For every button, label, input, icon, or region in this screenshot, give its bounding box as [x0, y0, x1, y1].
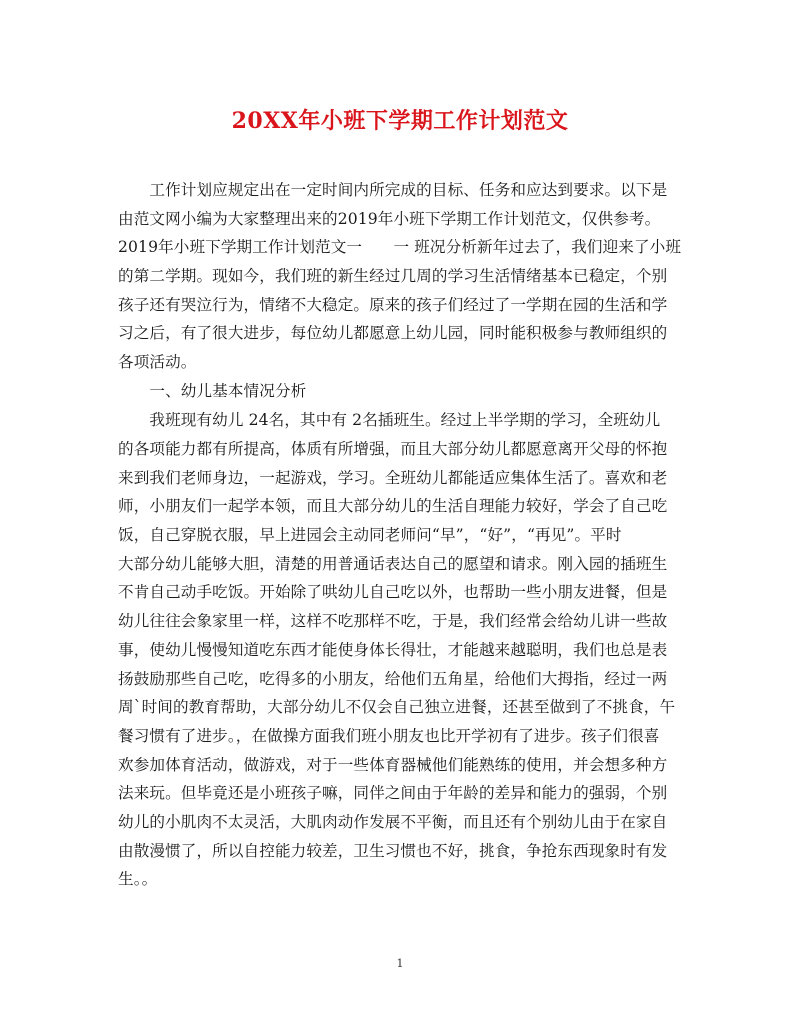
body-line: 师，小朋友们一起学本领，而且大部分幼儿的生活自理能力较好，学会了自己吃: [118, 497, 668, 516]
body-line: 欢参加体育活动，做游戏，对于一些体育器械他们能熟练的使用，并会想多种方: [118, 755, 668, 774]
body-line: 的第二学期。现如今，我们班的新生经过几周的学习生活情绪基本已稳定，个别: [118, 267, 668, 286]
body-line: 习之后，有了很大进步，每位幼儿都愿意上幼儿园，同时能积极参与教师组织的: [118, 324, 668, 343]
body-line: 大部分幼儿能够大胆，清楚的用普通话表达自己的愿望和请求。刚入园的插班生: [118, 554, 668, 573]
body-line: 孩子还有哭泣行为，情绪不大稳定。原来的孩子们经过了一学期在园的生活和学: [118, 295, 668, 314]
body-line: 各项活动。: [118, 353, 197, 372]
body-line: 生。。: [118, 870, 158, 889]
body-line: 餐习惯有了进步。，在做操方面我们班小朋友也比开学初有了进步。孩子们很喜: [118, 726, 660, 745]
page-number: 1: [396, 957, 404, 970]
body-line: 饭，自己穿脱衣服，早上进园会主动同老师问“早”，“好”，“再见”。平时: [118, 526, 622, 545]
body-line: 扬鼓励那些自己吃，吃得多的小朋友，给他们五角星，给他们大拇指，经过一两: [118, 669, 668, 688]
document-title: 20XX年小班下学期工作计划范文: [231, 108, 569, 134]
body-line: 工作计划应规定出在一定时间内所完成的目标、任务和应达到要求。以下是: [118, 181, 668, 199]
body-line: 不肯自己动手吃饭。开始除了哄幼儿自己吃以外，也帮助一些小朋友进餐，但是: [118, 583, 668, 602]
body-line: 周`时间的教育帮助，大部分幼儿不仅会自己独立进餐，还甚至做到了不挑食，午: [118, 698, 676, 717]
body-line: 由散漫惯了，所以自控能力较差，卫生习惯也不好，挑食，争抢东西现象时有发: [118, 841, 668, 860]
body-line: 我班现有幼儿 24名，其中有 2名插班生。经过上半学期的学习，全班幼儿: [118, 411, 661, 430]
body-line: 来到我们老师身边，一起游戏，学习。全班幼儿都能适应集体生活了。喜欢和老: [118, 468, 668, 487]
body-line: 幼儿往往会象家里一样，这样不吃那样不吃，于是，我们经常会给幼儿讲一些故: [118, 612, 668, 631]
body-line: 事，使幼儿慢慢知道吃东西才能使身体长得壮，才能越来越聪明，我们也总是表: [118, 640, 668, 659]
body-line: 由范文网小编为大家整理出来的2019年小班下学期工作计划范文，仅供参考。: [118, 209, 661, 228]
document-body: [118, 176, 683, 894]
section-heading: 一、幼儿基本情况分析: [118, 381, 307, 400]
body-line: 法来玩。但毕竟还是小班孩子嘛，同伴之间由于年龄的差异和能力的强弱，个别: [118, 784, 668, 803]
body-line: 幼儿的小肌肉不太灵活，大肌肉动作发展不平衡，而且还有个别幼儿由于在家自: [118, 812, 668, 831]
body-line: 的各项能力都有所提高，体质有所增强，而且大部分幼儿都愿意离开父母的怀抱: [118, 440, 668, 458]
body-line: 2019年小班下学期工作计划范文一 一 班况分析新年过去了，我们迎来了小班: [118, 238, 682, 257]
